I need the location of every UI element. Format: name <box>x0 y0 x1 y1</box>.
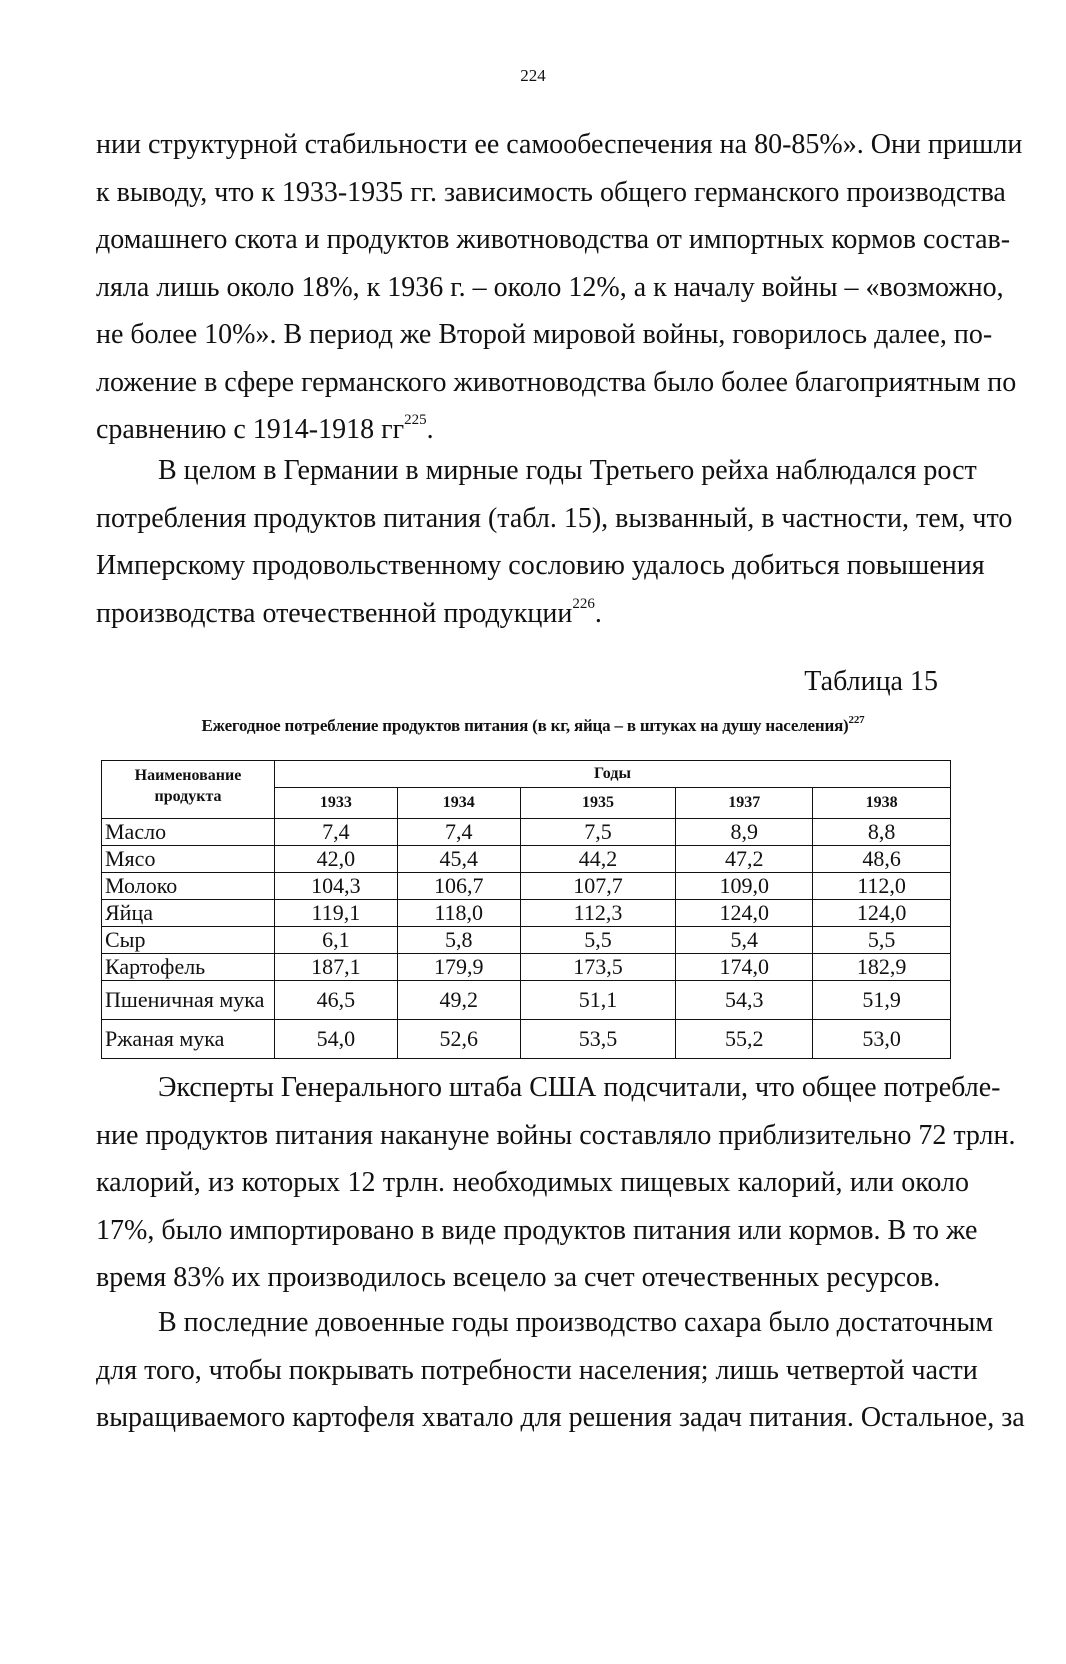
table-row <box>102 981 951 1020</box>
table-row <box>102 1020 951 1059</box>
paragraph-2 <box>96 447 1013 637</box>
footnote-ref: 227 <box>848 714 865 726</box>
value-cell: 55,2 <box>676 1020 813 1059</box>
text-line: ляла лишь около 18%, к 1936 г. – около 12%, а к началу войны – «возможно, <box>96 271 1004 303</box>
value-cell: 46,5 <box>274 981 397 1020</box>
value-cell: 45,4 <box>397 846 520 873</box>
product-name-cell: Сыр <box>102 927 275 954</box>
value-cell: 7,5 <box>520 819 676 846</box>
value-cell: 53,0 <box>813 1020 951 1059</box>
footnote-ref: 226 <box>572 595 595 612</box>
value-cell: 107,7 <box>520 873 676 900</box>
value-cell: 174,0 <box>676 954 813 981</box>
text-line: домашнего скота и продуктов животноводства от импортных кормов состав- <box>96 224 1011 255</box>
value-cell: 124,0 <box>676 900 813 927</box>
table-caption <box>0 716 1066 736</box>
value-cell: 124,0 <box>813 900 951 927</box>
value-cell: 5,5 <box>813 927 951 954</box>
product-name-cell: Молоко <box>102 873 275 900</box>
text-line: ложение в сфере германского животноводства было более благоприятным по <box>96 366 1017 398</box>
header-year: 1937 <box>676 788 813 819</box>
header-year: 1935 <box>520 788 676 819</box>
text-fragment: . <box>594 597 602 629</box>
text-line: калорий, из которых 12 трлн. необходимых пищевых калорий, или около <box>96 1167 969 1198</box>
table-caption-text: Ежегодное потребление продуктов питания (в кг, яйца – в штуках на душу населения) <box>201 716 849 735</box>
header-product-line2: продукта <box>154 788 222 805</box>
value-cell: 48,6 <box>813 846 951 873</box>
value-cell: 106,7 <box>397 873 520 900</box>
table-row <box>102 900 951 927</box>
text-fragment: сравнению с 1914-1918 гг <box>96 414 405 445</box>
value-cell: 182,9 <box>813 954 951 981</box>
paragraph-4 <box>96 1299 1025 1442</box>
value-cell: 7,4 <box>274 819 397 846</box>
value-cell: 104,3 <box>274 873 397 900</box>
product-name-cell: Картофель <box>102 954 275 981</box>
text-line: не более 10%». В период же Второй мировой войны, говорилось далее, по- <box>96 319 993 350</box>
value-cell: 5,4 <box>676 927 813 954</box>
value-cell: 8,8 <box>813 819 951 846</box>
product-name-cell: Пшеничная мука <box>102 981 275 1020</box>
header-year: 1934 <box>397 788 520 819</box>
text-line: потребления продуктов питания (табл. 15), вызванный, в частности, тем, что <box>96 502 1013 534</box>
text-line: время 83% их производилось всецело за счет отечественных ресурсов. <box>96 1262 941 1293</box>
value-cell: 7,4 <box>397 819 520 846</box>
table-row <box>102 819 951 846</box>
consumption-table <box>101 760 951 1059</box>
text-line: Эксперты Генерального штаба США подсчитали, что общее потребле- <box>158 1072 1001 1103</box>
text-line: выращиваемого картофеля хватало для решения задач питания. Остальное, за <box>96 1402 1025 1433</box>
value-cell: 49,2 <box>397 981 520 1020</box>
text-line: для того, чтобы покрывать потребности населения; лишь четвертой части <box>96 1354 978 1386</box>
value-cell: 112,0 <box>813 873 951 900</box>
value-cell: 54,0 <box>274 1020 397 1059</box>
value-cell: 44,2 <box>520 846 676 873</box>
value-cell: 53,5 <box>520 1020 676 1059</box>
table-label: Таблица 15 <box>804 666 938 697</box>
paragraph-3 <box>96 1064 1016 1302</box>
text-fragment: . <box>426 414 434 445</box>
value-cell: 119,1 <box>274 900 397 927</box>
text-line <box>96 590 969 638</box>
header-product-line1: Наименование <box>134 767 242 784</box>
value-cell: 51,1 <box>520 981 676 1020</box>
table-row <box>102 927 951 954</box>
value-cell: 52,6 <box>397 1020 520 1059</box>
value-cell: 6,1 <box>274 927 397 954</box>
value-cell: 118,0 <box>397 900 520 927</box>
header-years: Годы <box>274 761 950 788</box>
value-cell: 54,3 <box>676 981 813 1020</box>
page-number: 224 <box>520 66 546 85</box>
text-line: нии структурной стабильности ее самообеспечения на 80-85%». Они пришли <box>96 129 1023 160</box>
text-line: 17%, было импортировано в виде продуктов питания или кормов. В то же <box>96 1214 978 1246</box>
text-fragment: производства отечественной продукции <box>96 597 573 629</box>
value-cell: 51,9 <box>813 981 951 1020</box>
value-cell: 179,9 <box>397 954 520 981</box>
product-name-cell: Мясо <box>102 846 275 873</box>
header-year: 1933 <box>274 788 397 819</box>
header-product-name <box>102 761 275 819</box>
text-line: В целом в Германии в мирные годы Третьего рейха наблюдался рост <box>158 455 977 486</box>
value-cell: 42,0 <box>274 846 397 873</box>
text-line: к выводу, что к 1933-1935 гг. зависимость общего германского производства <box>96 176 1006 208</box>
table-row <box>102 954 951 981</box>
value-cell: 187,1 <box>274 954 397 981</box>
table-row <box>102 873 951 900</box>
table-row <box>102 846 951 873</box>
text-line: Имперскому продовольственному сословию удалось добиться повышения <box>96 550 985 581</box>
value-cell: 5,8 <box>397 927 520 954</box>
value-cell: 47,2 <box>676 846 813 873</box>
product-name-cell: Яйца <box>102 900 275 927</box>
footnote-ref: 225 <box>404 412 427 428</box>
value-cell: 8,9 <box>676 819 813 846</box>
value-cell: 173,5 <box>520 954 676 981</box>
product-name-cell: Ржаная мука <box>102 1020 275 1059</box>
value-cell: 5,5 <box>520 927 676 954</box>
product-name-cell: Масло <box>102 819 275 846</box>
value-cell: 112,3 <box>520 900 676 927</box>
paragraph-1 <box>96 121 1023 454</box>
value-cell: 109,0 <box>676 873 813 900</box>
text-line: В последние довоенные годы производство сахара было достаточным <box>158 1307 994 1338</box>
header-year: 1938 <box>813 788 951 819</box>
text-line: ние продуктов питания накануне войны составляло приблизительно 72 трлн. <box>96 1119 1016 1151</box>
